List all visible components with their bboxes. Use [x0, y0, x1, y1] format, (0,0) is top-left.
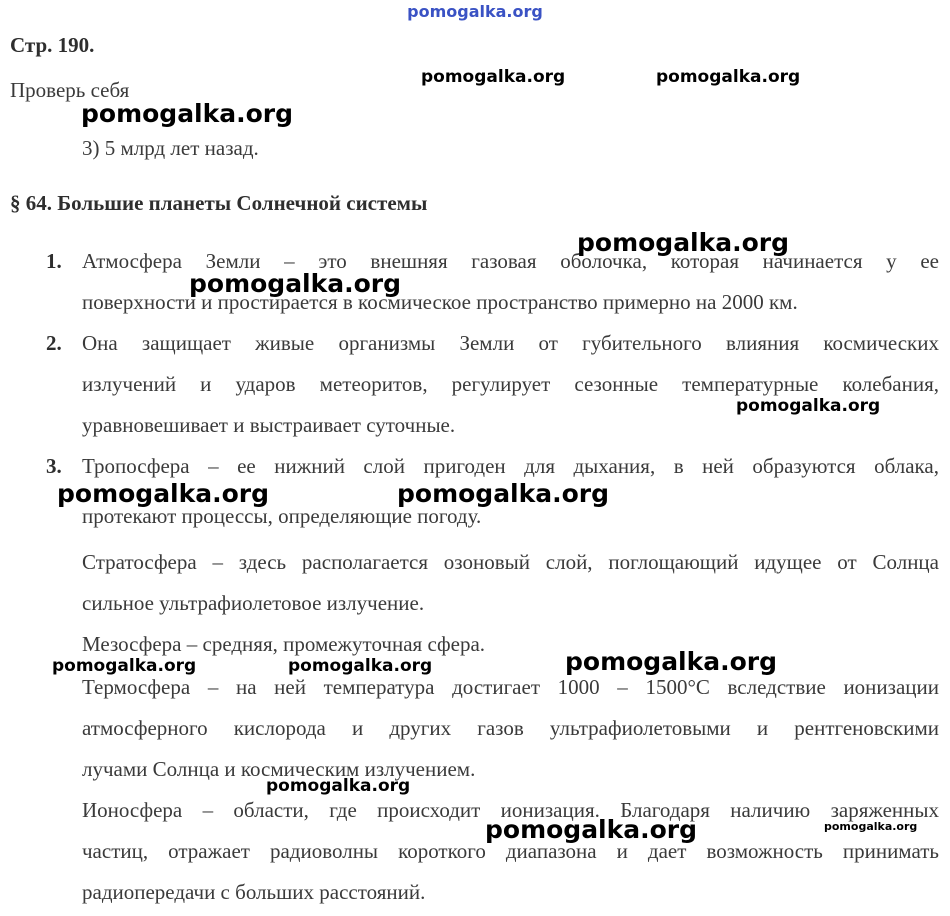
stratosphere-line-2: сильное ультрафиолетовое излучение.	[82, 591, 425, 615]
site-header-link[interactable]: pomogalka.org	[407, 2, 543, 21]
watermark: pomogalka.org	[736, 396, 881, 416]
check-yourself-title: Проверь себя	[10, 78, 130, 102]
thermosphere-line-2: атмосферного кислорода и других газов ультрафиолетовыми и рентгеновскими	[82, 716, 939, 740]
item-3-line-1: Тропосфера – ее нижний слой пригоден для дыхания, в ней образуются облака,	[82, 454, 939, 478]
item-2-line-3: уравновешивает и выстраивает суточные.	[82, 413, 456, 437]
mesosphere-line-1: Мезосфера – средняя, промежуточная сфера.	[82, 632, 486, 656]
watermark: pomogalka.org	[266, 776, 411, 796]
watermark: pomogalka.org	[52, 656, 197, 676]
watermark: pomogalka.org	[656, 67, 801, 87]
watermark: pomogalka.org	[824, 820, 918, 833]
item-2-line-2: излучений и ударов метеоритов, регулирует сезонные температурные колебания,	[82, 372, 939, 396]
watermark: pomogalka.org	[189, 269, 402, 298]
thermosphere-line-1: Термосфера – на ней температура достигает 1000 – 1500°С вследствие ионизации	[82, 675, 939, 699]
item-3-number: 3.	[46, 454, 62, 478]
watermark: pomogalka.org	[421, 67, 566, 87]
stratosphere-line-1: Стратосфера – здесь располагается озоновый слой, поглощающий идущее от Солнца	[82, 550, 939, 574]
ionosphere-line-1: Ионосфера – области, где происходит ионизация. Благодаря наличию заряженных	[82, 798, 939, 822]
item-1-line-2: поверхности и простирается в космическое пространство примерно на 2000 км.	[82, 290, 798, 314]
watermark: pomogalka.org	[57, 479, 270, 508]
watermark: pomogalka.org	[288, 656, 433, 676]
item-1-line-1: Атмосфера Земли – это внешняя газовая оболочка, которая начинается у ее	[82, 249, 939, 273]
section-title: § 64. Большие планеты Солнечной системы	[10, 191, 428, 215]
ionosphere-line-3: радиопередачи с больших расстояний.	[82, 880, 426, 904]
check-yourself-answer: 3) 5 млрд лет назад.	[82, 136, 259, 160]
watermark: pomogalka.org	[565, 647, 778, 676]
watermark: pomogalka.org	[485, 815, 698, 844]
item-3-line-2: протекают процессы, определяющие погоду.	[82, 504, 482, 528]
watermark: pomogalka.org	[81, 99, 294, 128]
watermark: pomogalka.org	[397, 479, 610, 508]
item-2-line-1: Она защищает живые организмы Земли от губительного влияния космических	[82, 331, 939, 355]
thermosphere-line-3: лучами Солнца и космическим излучением.	[82, 757, 476, 781]
item-1-number: 1.	[46, 249, 62, 273]
ionosphere-line-2: частиц, отражает радиоволны короткого диапазона и дает возможность принимать	[82, 839, 939, 863]
watermark: pomogalka.org	[577, 228, 790, 257]
page-number-label: Стр. 190.	[10, 33, 95, 57]
item-2-number: 2.	[46, 331, 62, 355]
